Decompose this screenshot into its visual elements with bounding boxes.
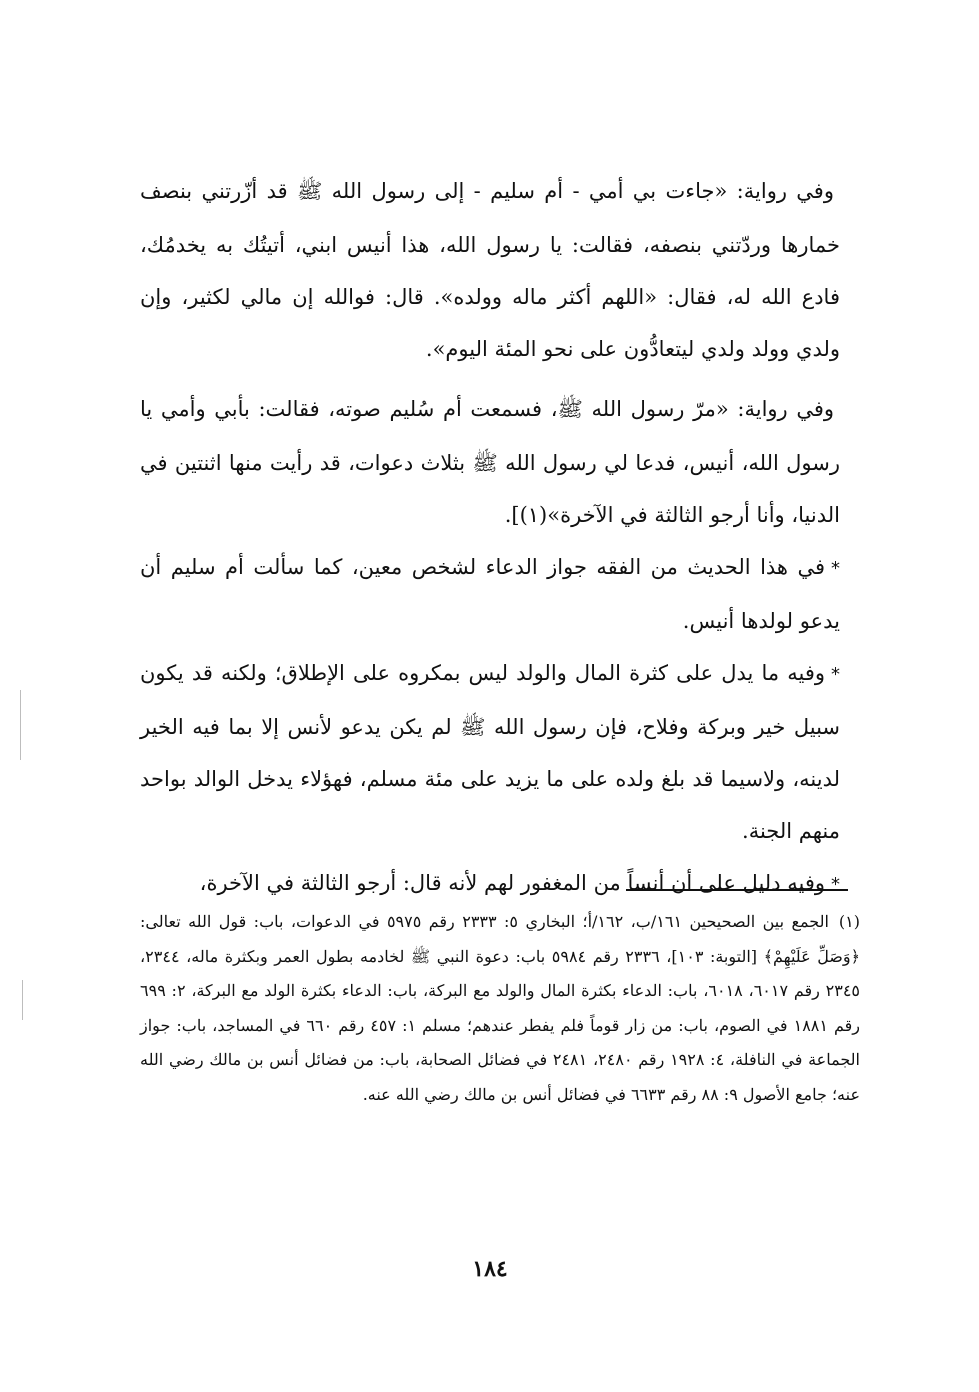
bullet-mark: * [831,558,840,579]
scan-artifact [22,980,23,1020]
footnote [140,905,860,1112]
paragraph [140,165,840,375]
paragraph-text: وفي رواية: «جاءت بي أمي - أم سليم - إلى رسول الله ﷺ قد أزّرتني بنصف خمارها وردّتني بنصفه، فقالت: يا رسول الله، هذا أنيس ابني، أتيتُك به يخدمُك، فادع الله له، فقال: «اللهم أكثر ماله وولده». قال: فوالله إن مالي لكثير، وإن ولدي وولد ولدي ليتعادُّون على نحو المئة اليوم». [140,179,840,361]
footnotes [140,905,860,1112]
paragraph [140,541,840,647]
main-text [140,165,840,911]
bullet-mark: * [831,874,840,895]
footnote-text: الجمع بين الصحيحين ١٦١/ب، ١٦٢/أ؛ البخاري ٥: ٢٣٣٣ رقم ٥٩٧٥ في الدعوات، باب: قول الله تعالى: ﴿وَصَلِّ عَلَيْهِمْ﴾ [التوبة: ١٠٣]، ٢٣٣٦ رقم ٥٩٨٤ باب: دعوة النبي ﷺ لخادمه بطول العمر وبكثرة ماله، ٢٣٤٤، ٢٣٤٥ رقم ٦٠١٧، ٦٠١٨، باب: الدعاء بكثرة المال والولد مع البركة، باب: الدعاء بكثرة الولد مع البركة، ٢: ٦٩٩ رقم ١٨٨١ في الصوم، باب: من زار قوماً فلم يفطر عندهم؛ مسلم ١: ٤٥٧ رقم ٦٦٠ في المساجد، باب: جواز الجماعة في النافلة، ٤: ١٩٢٨ رقم ٢٤٨٠، ٢٤٨١ في فضائل الصحابة، باب: من فضائل أنس بن مالك رضي الله عنه؛ جامع الأصول ٩: ٨٨ رقم ٦٦٣٣ في فضائل أنس بن مالك رضي الله عنه. [140,912,861,1104]
paragraph-text: في هذا الحديث من الفقه جواز الدعاء لشخص معين، كما سألت أم سليم أن يدعو لولدها أنيس. [140,555,840,633]
paragraph [140,857,840,911]
paragraph [140,647,840,857]
scan-artifact [20,690,21,760]
bullet-mark: * [831,664,840,685]
paragraph-text: وفي رواية: «مرّ رسول الله ﷺ، فسمعت أم سُليم صوته، فقالت: بأبي وأمي يا رسول الله، أنيس، فدعا لي رسول الله ﷺ بثلاث دعوات، قد رأيت منها اثنتين في الدنيا، وأنا أرجو الثالثة في الآخرة»(١)]. [140,397,840,527]
paragraph-text: وفيه دليل على أن أنساً من المغفور لهم لأنه قال: أرجو الثالثة في الآخرة، [199,871,825,895]
paragraph [140,383,840,541]
footnote-divider [626,889,848,891]
paragraph-text: وفيه ما يدل على كثرة المال والولد ليس بمكروه على الإطلاق؛ ولكنه قد يكون سبيل خير وبركة وفلاح، فإن رسول الله ﷺ لم يكن يدعو لأنس إلا بما فيه الخير لدينه، ولاسيما قد بلغ ولده على ما يزيد على مئة مسلم، فهؤلاء يدخل الوالد بواحد منهم الجنة. [140,661,840,843]
footnote-number: (١) [838,912,860,931]
page-number: ١٨٤ [472,1256,508,1282]
